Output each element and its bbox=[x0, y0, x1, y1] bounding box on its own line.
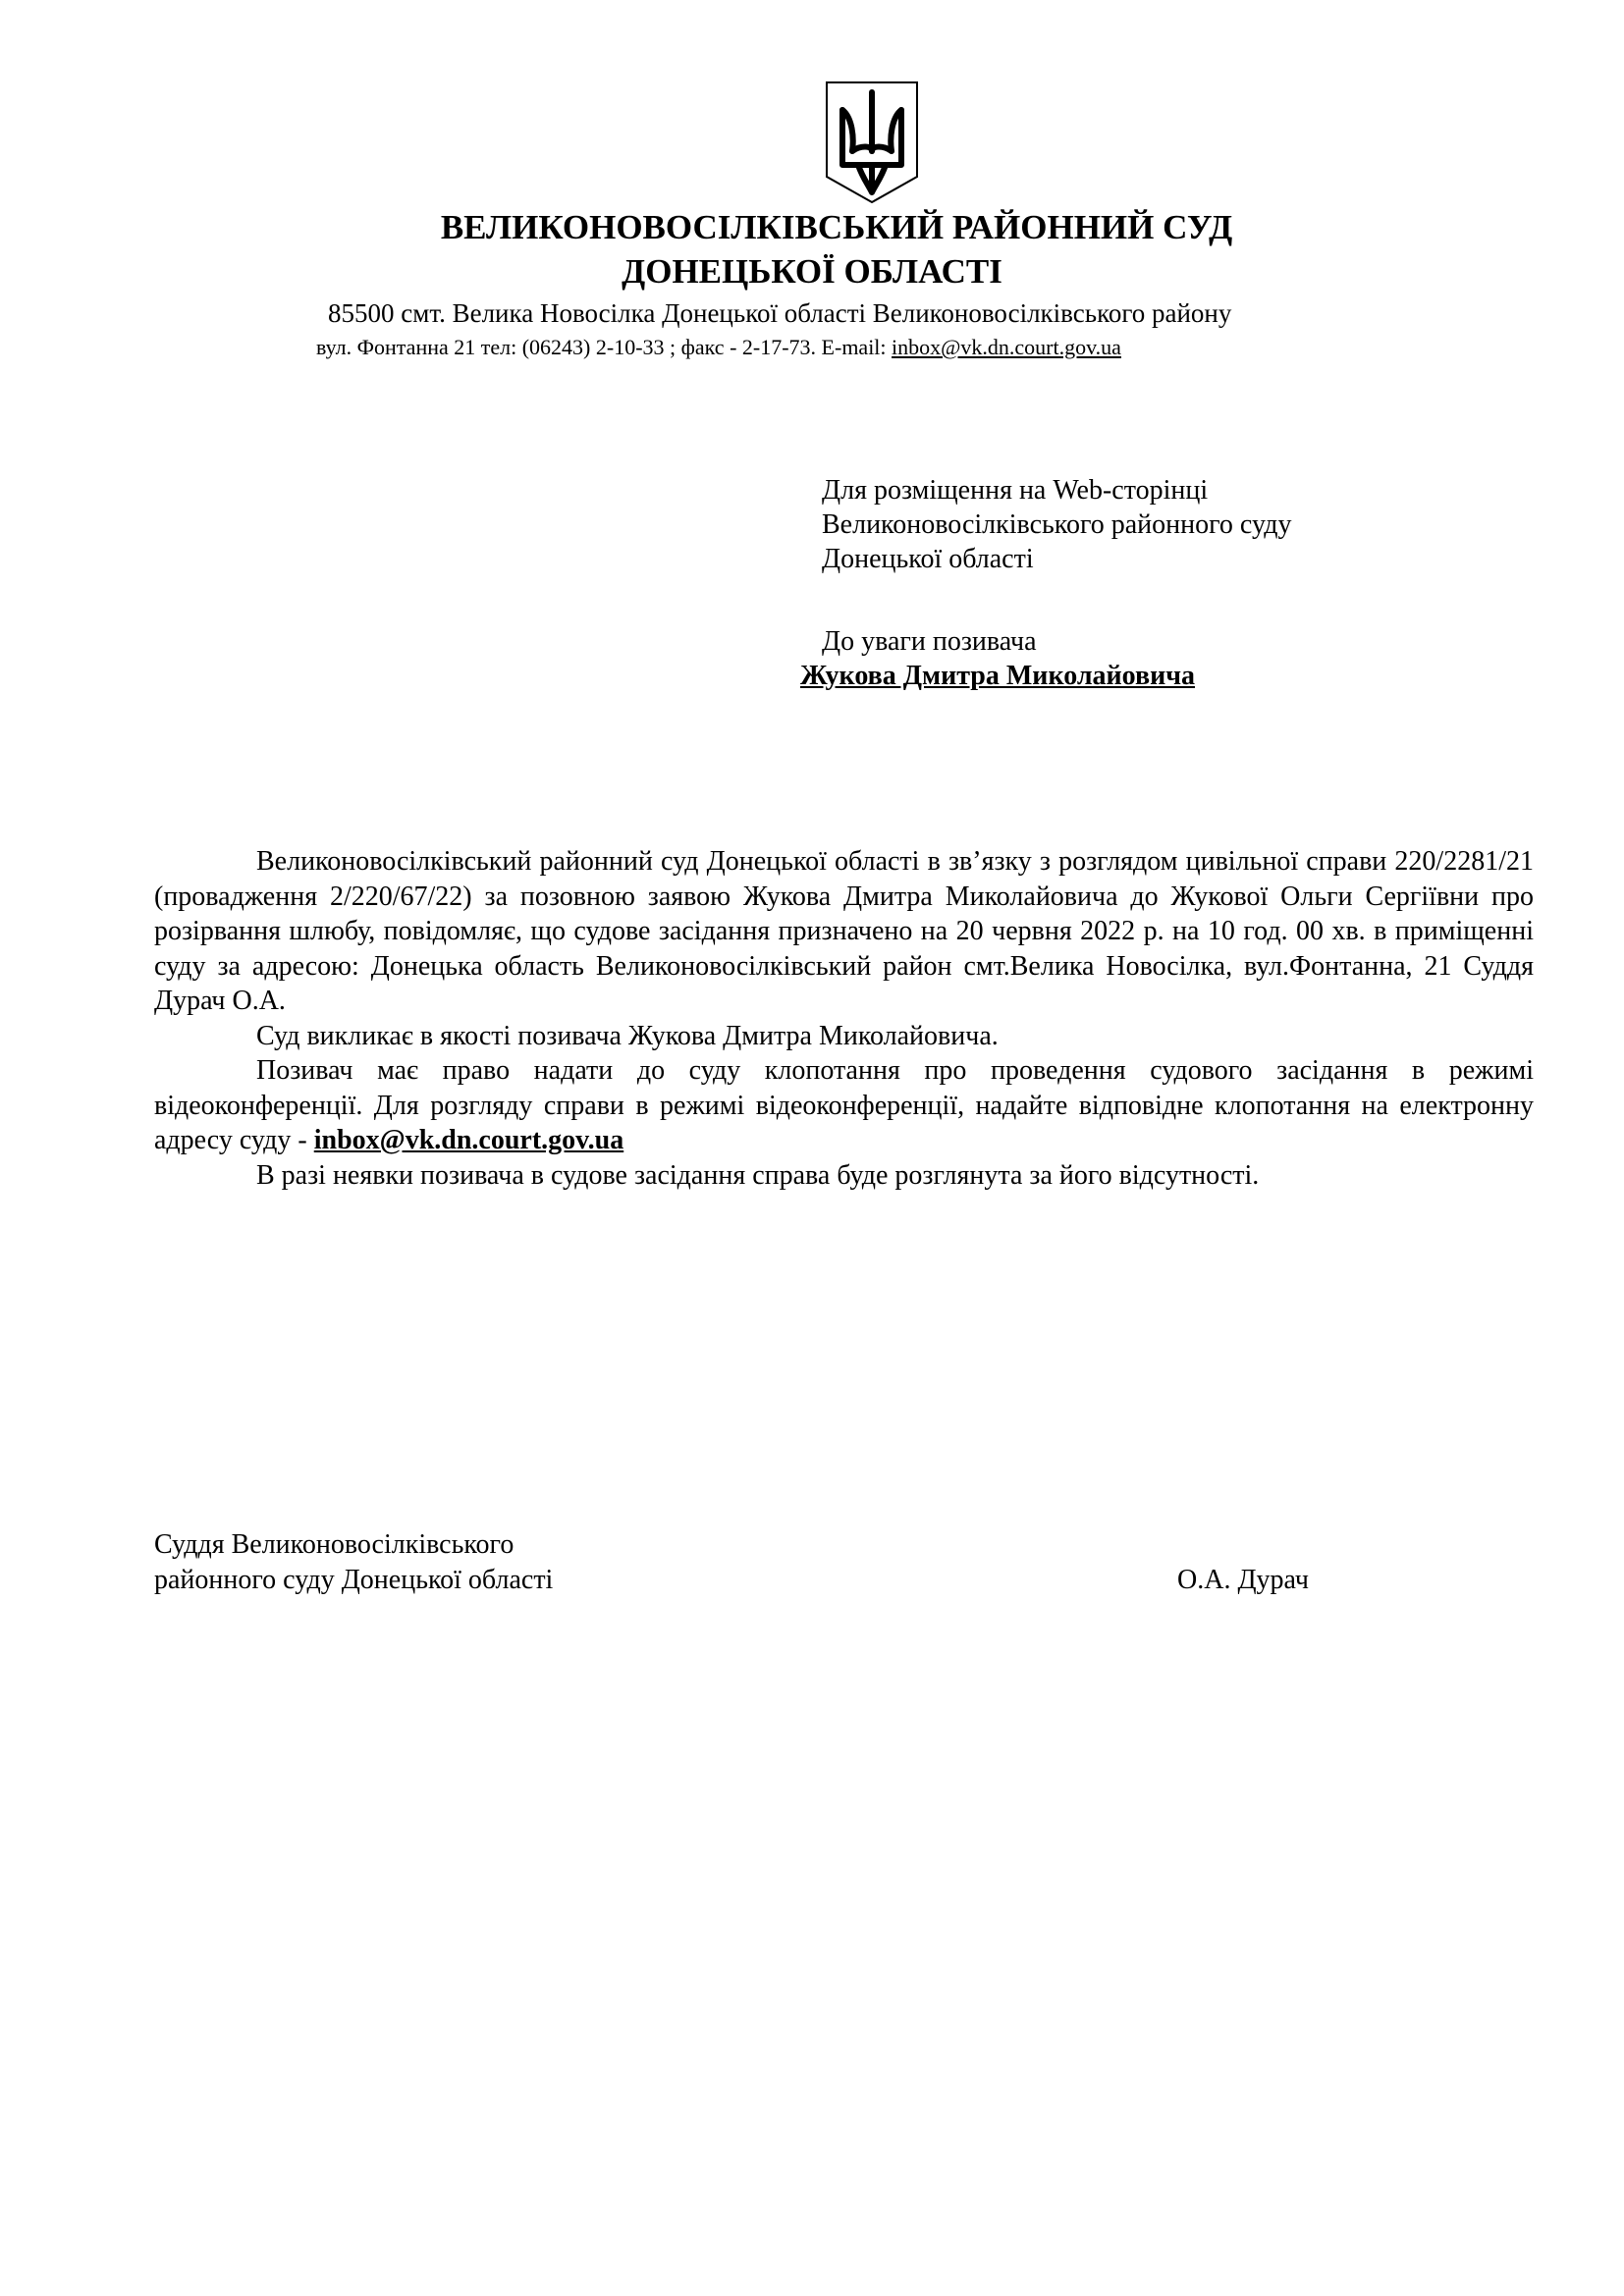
signature-title-line2: районного суду Донецької області bbox=[154, 1565, 554, 1595]
court-title-line2: ДОНЕЦЬКОЇ ОБЛАСТІ bbox=[622, 252, 1002, 291]
court-email-link[interactable]: inbox@vk.dn.court.gov.ua bbox=[892, 335, 1121, 359]
recipient-line3: Донецької області bbox=[822, 544, 1034, 574]
recipient-attention: До уваги позивача bbox=[822, 626, 1037, 657]
recipient-line1: Для розміщення на Web-сторінці bbox=[822, 475, 1209, 506]
court-address: 85500 смт. Велика Новосілка Донецької області Великоновосілківського району bbox=[328, 298, 1232, 328]
court-email-link-body[interactable]: inbox@vk.dn.court.gov.ua bbox=[313, 1125, 624, 1155]
notice-paragraph-2: Суд викликає в якості позивача Жукова Дмитра Миколайовича. bbox=[256, 1020, 999, 1051]
notice-body bbox=[154, 844, 1534, 1193]
trident-coat-of-arms-icon bbox=[823, 79, 921, 206]
signature-title-line1: Суддя Великоновосілківського bbox=[154, 1529, 514, 1560]
notice-paragraph-3 bbox=[154, 1053, 1534, 1158]
notice-paragraph-3-text: Позивач має право надати до суду клопотання про проведення судового засідання в режимі відеоконференції. Для розгляду справи в режимі відеоконференції, надайте відповідне клопотання на електронну адресу суду - bbox=[154, 1055, 1534, 1155]
signature-name: О.А. Дурач bbox=[1177, 1565, 1309, 1595]
recipient-name: Жукова Дмитра Миколайовича bbox=[800, 661, 1196, 691]
recipient-line2: Великоновосілківського районного суду bbox=[822, 509, 1292, 540]
notice-paragraph-4: В разі неявки позивача в судове засідання справа буде розглянута за його відсутності. bbox=[256, 1159, 1260, 1191]
court-contacts bbox=[316, 335, 1121, 360]
court-contacts-text: вул. Фонтанна 21 тел: (06243) 2-10-33 ; факс - 2-17-73. E-mail: bbox=[316, 335, 893, 359]
notice-paragraph-1: Великоновосілківський районний суд Донецької області в зв’язку з розглядом цивільної справи 220/2281/21 (провадження 2/220/67/22) за позовною заявою Жукова Дмитра Миколайовича до Жукової Ольги Сергіївни про розірвання шлюбу, повідомляє, що судове засідання призначено на 20 червня 2022 р. на 10 год. 00 хв. в приміщенні суду за адресою: Донецька область Великоновосілківський район смт.Велика Новосілка, вул.Фонтанна, 21 Суддя Дурач О.А. bbox=[154, 846, 1534, 1016]
court-title-line1: ВЕЛИКОНОВОСІЛКІВСЬКИЙ РАЙОННИЙ СУД bbox=[440, 208, 1233, 246]
